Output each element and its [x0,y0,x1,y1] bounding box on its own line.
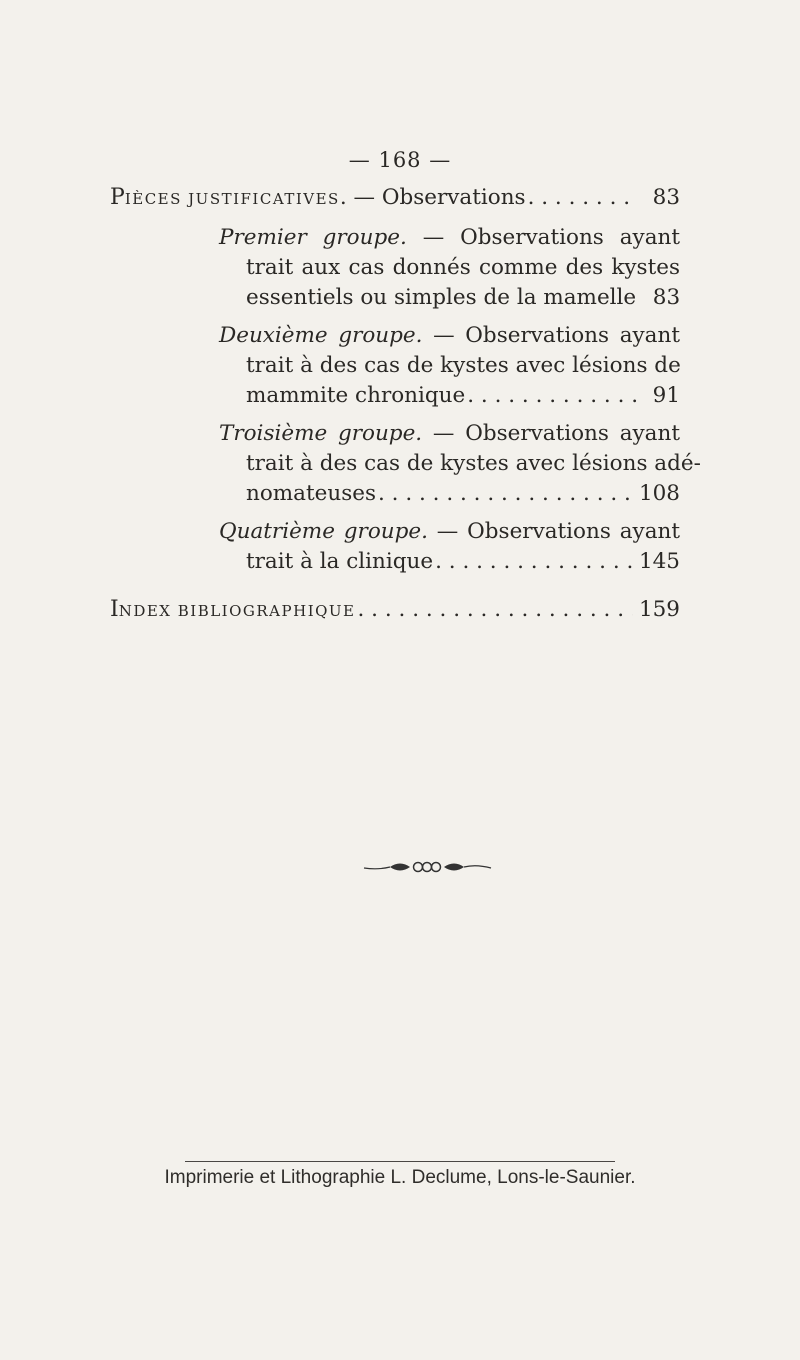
heading-initial: P [110,185,125,210]
page-number: — 168 — [348,148,452,172]
toc-group-2-line-1 [219,321,680,351]
toc-group-3-line-2 [246,449,701,479]
group-line-text: — Observations ayant [422,421,680,446]
group-line-text: — Observations ayant [427,519,680,544]
dot-leader [358,595,633,625]
dot-leader [378,479,633,509]
dot-leader [435,547,633,577]
group-line-text: mammite chronique [246,383,466,408]
dot-leader [528,183,638,213]
toc-page-number: 159 [638,597,680,622]
toc-group-3-line-3 [246,479,680,509]
toc-group-1-line-1 [219,223,680,253]
group-label: Troisième groupe. [219,421,423,446]
group-line-text: essentiels ou simples de la mamelle [246,285,637,310]
toc-entry-heading [110,183,526,214]
group-line-text: — Observations ayant [406,225,680,250]
group-line-text: trait aux cas donnés comme des kystes [246,255,680,280]
heading-smallcaps: IÈCES JUSTIFICATIVES [124,190,340,208]
toc-group-4-line-2 [246,547,680,577]
group-label: Deuxième groupe. [219,323,423,348]
toc-group-1-line-2 [219,253,680,283]
toc-group-3-line-1 [219,419,680,449]
toc-page-number: 108 [638,481,680,506]
printer-imprint: Imprimerie et Lithographie L. Declume, Lons-le-Saunier. [164,1167,636,1188]
heading-smallcaps: NDEX BIBLIOGRAPHIQUE [118,602,356,620]
toc-group-1-line-3 [246,283,680,313]
group-label: Quatrième groupe. [219,519,428,544]
group-line-text: trait à la clinique [246,549,434,574]
toc-page-number: 91 [652,383,680,408]
dot-leader [467,381,638,411]
toc-entry-heading [110,595,356,626]
toc-page-number: 83 [652,285,681,310]
toc-page-number: 83 [652,185,680,210]
toc-page-number: 145 [638,549,680,574]
group-line-text: — Observations ayant [422,323,680,348]
heading-title: . — Observations [339,185,526,210]
heading-initial: I [110,597,119,622]
footer-rule [185,1161,615,1162]
group-line-text: trait à des cas de kystes avec lésions adé- [246,451,701,476]
group-line-text: trait à des cas de kystes avec lésions de [246,353,681,378]
toc-group-2-line-2 [246,351,680,381]
toc-group-4-line-1 [219,517,680,547]
group-line-text: nomateuses [246,481,376,506]
toc-entry-pieces-justificatives [110,183,680,213]
toc-entry-index-bibliographique [110,595,680,625]
group-label: Premier groupe. [219,225,407,250]
tailpiece-ornament-icon [360,856,495,878]
toc-group-2-line-3 [246,381,680,411]
